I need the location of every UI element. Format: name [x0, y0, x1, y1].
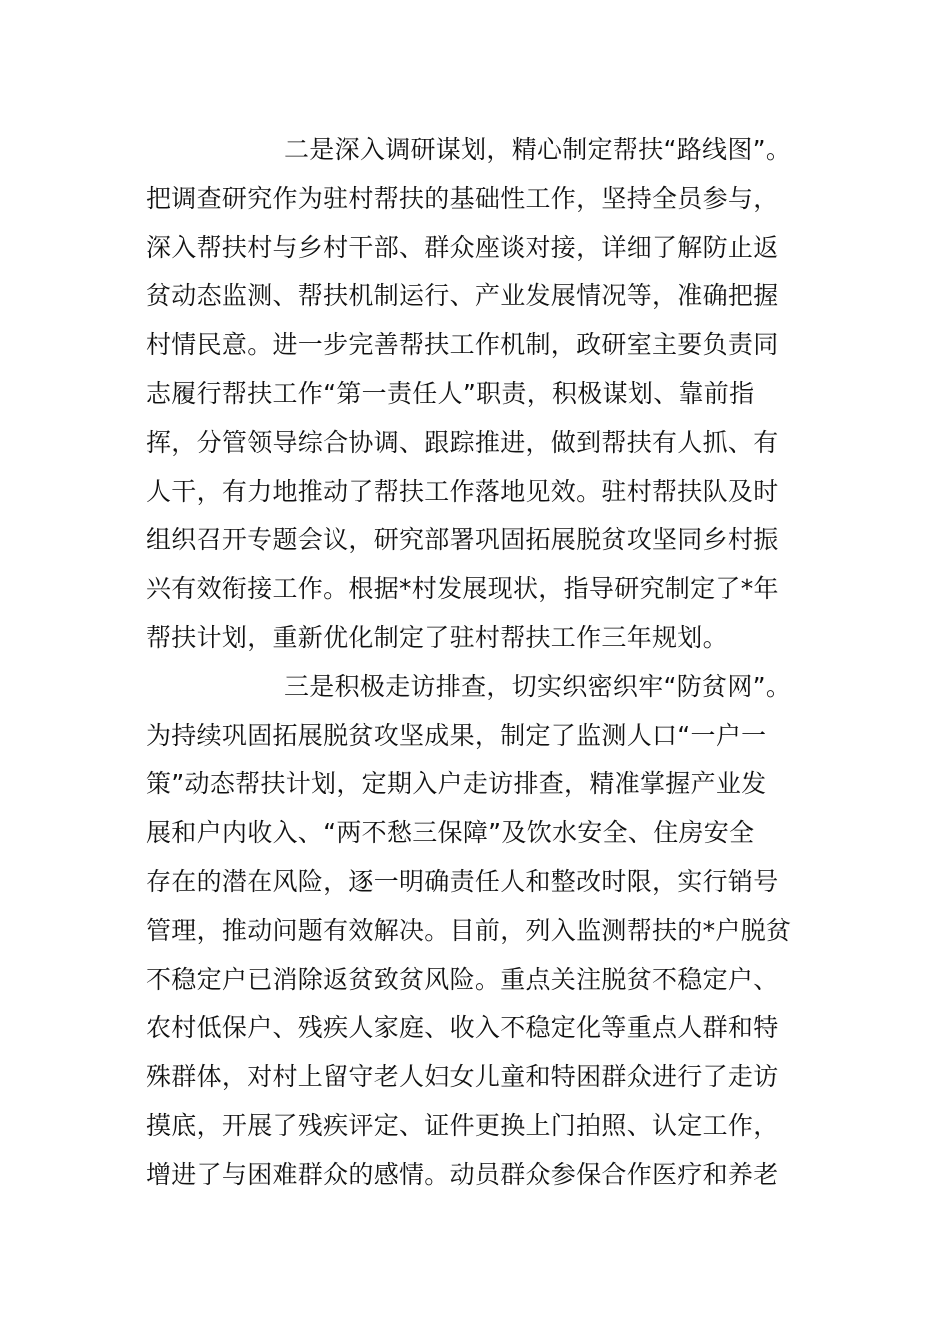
paragraph-heading-line: 三是积极走访排查，切实织密织牢“防贫网”。 [284, 671, 792, 701]
text-line: 志履行帮扶工作“第一责任人”职责，积极谋划、靠前指 [146, 378, 755, 408]
paragraph-heading-line: 二是深入调研谋划，精心制定帮扶“路线图”。 [284, 135, 792, 164]
text-line: 管理，推动问题有效解决。目前，列入监测帮扶的*户脱贫 [146, 915, 792, 945]
text-line: 殊群体，对村上留守老人妇女儿童和特困群众进行了走访 [146, 1062, 779, 1092]
text-line: 兴有效衔接工作。根据*村发展现状，指导研究制定了*年 [146, 574, 779, 604]
text-line: 组织召开专题会议，研究部署巩固拓展脱贫攻坚同乡村振 [146, 525, 779, 555]
text-line: 帮扶计划，重新优化制定了驻村帮扶工作三年规划。 [146, 622, 728, 652]
text-line: 村情民意。进一步完善帮扶工作机制，政研室主要负责同 [146, 330, 779, 360]
document-body [146, 126, 836, 1200]
text-line: 展和户内收入、“两不愁三保障”及饮水安全、住房安全 [146, 818, 755, 848]
text-line: 摸底，开展了残疾评定、证件更换上门拍照、认定工作， [146, 1110, 779, 1140]
paragraph-research-planning [146, 126, 836, 663]
text-line: 策”动态帮扶计划，定期入户走访排查，精准掌握产业发 [146, 769, 767, 799]
text-line: 贫动态监测、帮扶机制运行、产业发展情况等，准确把握 [146, 281, 779, 311]
text-line: 为持续巩固拓展脱贫攻坚成果，制定了监测人口“一户一 [146, 720, 767, 750]
text-line: 存在的潜在风险，逐一明确责任人和整改时限，实行销号 [146, 866, 779, 896]
text-line: 人干，有力地推动了帮扶工作落地见效。驻村帮扶队及时 [146, 476, 779, 506]
text-line: 农村低保户、残疾人家庭、收入不稳定化等重点人群和特 [146, 1013, 779, 1043]
text-line: 挥，分管领导综合协调、跟踪推进，做到帮扶有人抓、有 [146, 427, 779, 457]
text-line: 增进了与困难群众的感情。动员群众参保合作医疗和养老 [146, 1159, 779, 1189]
text-line: 深入帮扶村与乡村干部、群众座谈对接，详细了解防止返 [146, 232, 779, 262]
paragraph-visit-screening [146, 663, 836, 1200]
text-line: 不稳定户已消除返贫致贫风险。重点关注脱贫不稳定户、 [146, 964, 779, 994]
text-line: 把调查研究作为驻村帮扶的基础性工作，坚持全员参与， [146, 183, 779, 213]
